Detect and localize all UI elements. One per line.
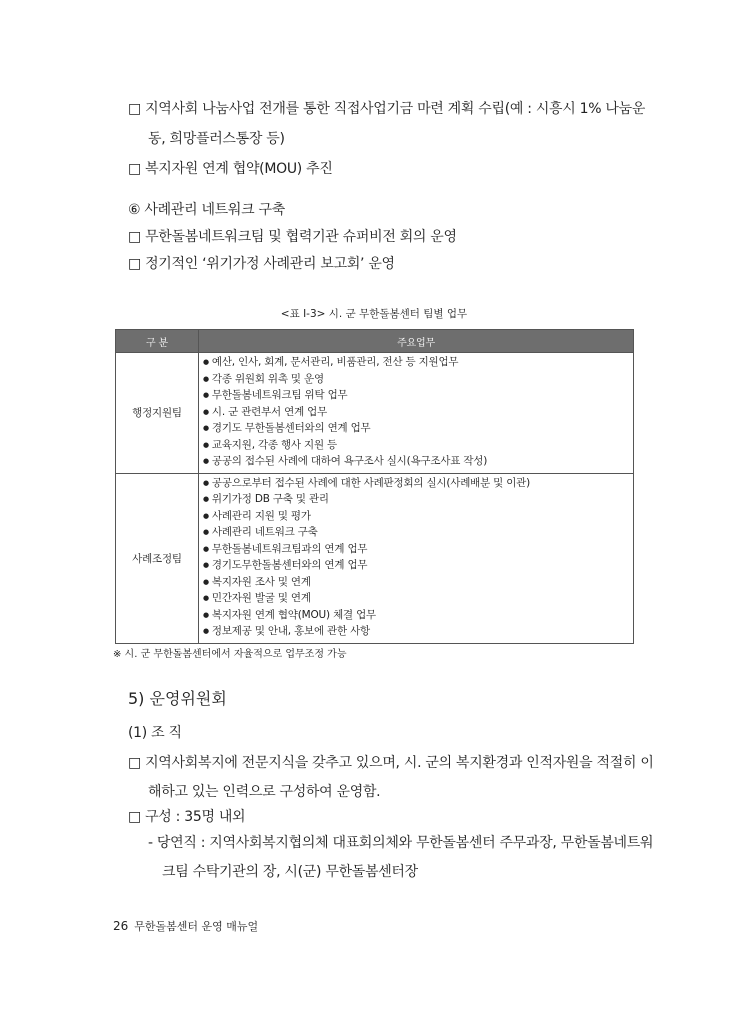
header-category: 구 분 (116, 330, 199, 353)
paragraph-line: □ 복지자원 연계 협약(MOU) 추진 (128, 161, 333, 177)
duty-item: ● 사례관리 네트워크 구축 (203, 525, 629, 542)
duty-list (199, 473, 634, 643)
paragraph-line: □ 정기적인 ‘위기가정 사례관리 보고회’ 운영 (128, 256, 395, 272)
duty-item: ● 복지자원 연계 협약(MOU) 체결 업무 (203, 608, 629, 625)
paragraph-line: □ 구성 : 35명 내외 (128, 809, 246, 825)
page-footer (113, 918, 258, 934)
duty-item: ● 경기도 무한돌봄센터와의 연계 업무 (203, 421, 629, 438)
duty-item: ● 경기도무한돌봄센터와의 연계 업무 (203, 558, 629, 575)
table-row (116, 473, 634, 643)
duty-item: ● 각종 위원회 위촉 및 운영 (203, 372, 629, 389)
duty-item: ● 시. 군 관련부서 연계 업무 (203, 405, 629, 422)
paragraph-line: □ 지역사회 나눔사업 전개를 통한 직접사업기금 마련 계획 수립(예 : 시흥시 1% 나눔운 (128, 101, 646, 117)
team-duty-table (115, 329, 634, 644)
header-main-duties: 주요업무 (199, 330, 634, 353)
paragraph-line: □ 지역사회복지에 전문지식을 갖추고 있으며, 시. 군의 복지환경과 인적자원을 적절히 이 (128, 755, 654, 771)
section-heading: 5) 운영위원회 (128, 689, 227, 708)
paragraph-line: 동, 희망플러스통장 등) (148, 131, 285, 147)
duty-item: ● 예산, 인사, 회계, 문서관리, 비품관리, 전산 등 지원업무 (203, 355, 629, 372)
duty-item: ● 공공으로부터 접수된 사례에 대한 사례판정회의 실시(사례배분 및 이관) (203, 476, 629, 493)
duty-item: ● 정보제공 및 안내, 홍보에 관한 사항 (203, 624, 629, 641)
team-name: 사례조정팀 (116, 473, 199, 643)
table-header-row (116, 330, 634, 353)
subsection-heading: (1) 조 직 (128, 725, 182, 741)
page-number: 26 (113, 919, 129, 933)
duty-item: ● 위기가정 DB 구축 및 관리 (203, 492, 629, 509)
footer-title: 무한돌봄센터 운영 매뉴얼 (134, 920, 259, 933)
duty-item: ● 교육지원, 각종 행사 지원 등 (203, 438, 629, 455)
paragraph-line: 해하고 있는 인력으로 구성하여 운영함. (148, 784, 381, 800)
duty-item: ● 무한돌봄네트워크팀 위탁 업무 (203, 388, 629, 405)
duty-item: ● 복지자원 조사 및 연계 (203, 575, 629, 592)
duty-item: ● 민간자원 발굴 및 연계 (203, 591, 629, 608)
paragraph-line: □ 무한돌봄네트워크팀 및 협력기관 슈퍼비전 회의 운영 (128, 229, 457, 245)
duty-item: ● 공공의 접수된 사례에 대하여 욕구조사 실시(욕구조사표 작성) (203, 454, 629, 471)
table-row (116, 353, 634, 474)
duty-list (199, 353, 634, 474)
team-name: 행정지원팀 (116, 353, 199, 474)
duty-item: ● 사례관리 지원 및 평가 (203, 509, 629, 526)
paragraph-line: 크팀 수탁기관의 장, 시(군) 무한돌봄센터장 (162, 864, 418, 880)
table-note: ※ 시. 군 무한돌봄센터에서 자율적으로 업무조정 가능 (113, 649, 347, 660)
paragraph-line: - 당연직 : 지역사회복지협의체 대표회의체와 무한돌봄센터 주무과장, 무한돌봄네트워 (148, 835, 654, 851)
duty-item: ● 무한돌봄네트워크팀과의 연계 업무 (203, 542, 629, 559)
subsection-heading: ⑥ 사례관리 네트워크 구축 (128, 202, 285, 218)
table-caption: <표 Ⅰ-3> 시. 군 무한돌봄센터 팀별 업무 (280, 308, 468, 320)
